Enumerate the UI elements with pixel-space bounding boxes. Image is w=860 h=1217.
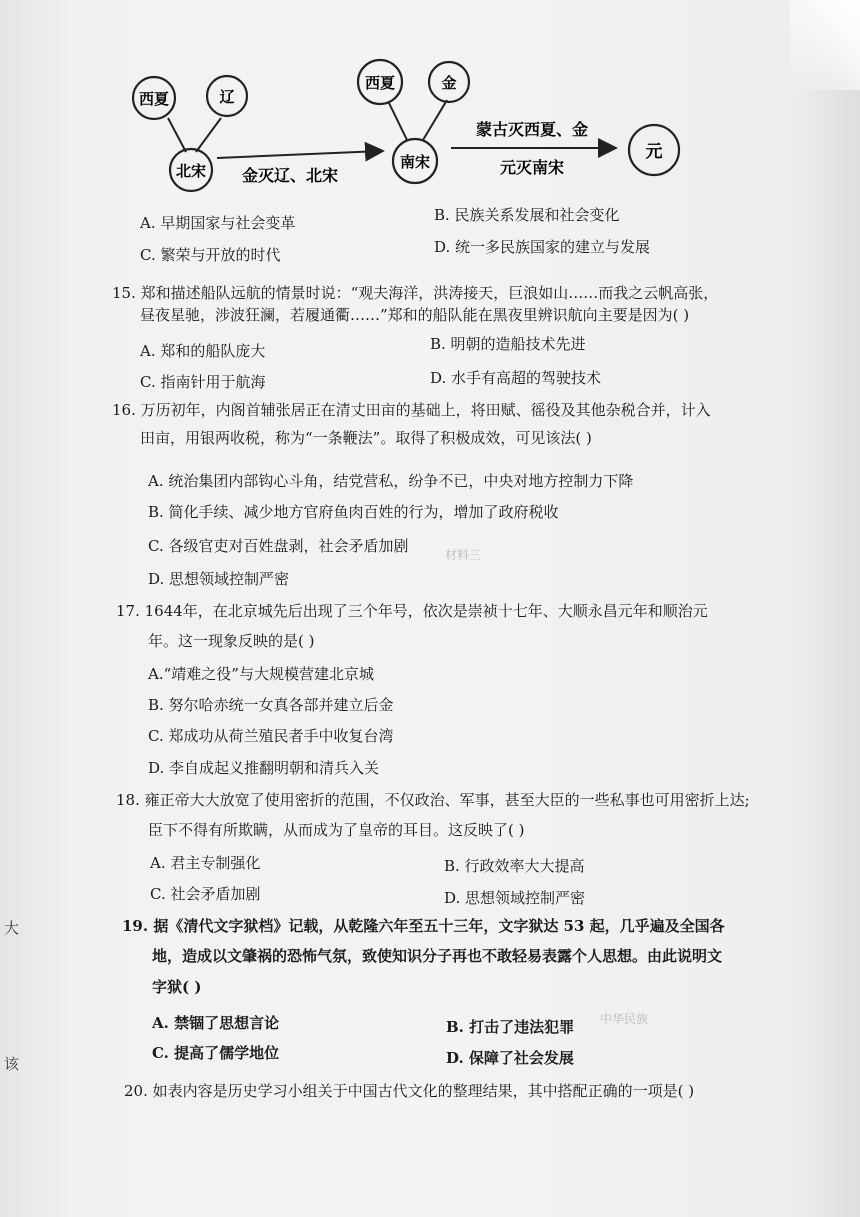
q19-stem-line2: 地，造成以文肇祸的恐怖气氛，致使知识分子再也不敢轻易表露个人思想。由此说明文 [152, 947, 723, 965]
q15-option-d: D. 水手有高超的驾驶技术 [430, 369, 602, 387]
q16-option-b: B. 简化手续、减少地方官府鱼肉百姓的行为，增加了政府税收 [148, 503, 559, 521]
q14-option-b: B. 民族关系发展和社会变化 [434, 206, 620, 224]
arrow-1 [217, 151, 381, 158]
node-label: 西夏 [138, 90, 170, 108]
node-label: 南宋 [399, 153, 431, 171]
q17-option-d: D. 李自成起义推翻明朝和清兵入关 [148, 759, 380, 777]
q18-option-d: D. 思想领域控制严密 [444, 889, 586, 907]
q16-stem-line2: 田亩，用银两收税，称为“一条鞭法”。取得了积极成效，可见该法( ) [140, 429, 592, 447]
q17-stem-line2: 年。这一现象反映的是( ) [148, 632, 315, 650]
q17-stem-line1: 17. 1644年，在北京城先后出现了三个年号，依次是崇祯十七年、大顺永昌元年和顺治元 [116, 602, 708, 620]
q15-stem-line1: 15. 郑和描述船队远航的情景时说：“观夫海洋，洪涛接天，巨浪如山……而我之云帆高张， [112, 284, 719, 302]
arrow-2-label-bottom: 元灭南宋 [499, 158, 565, 177]
q16-option-d: D. 思想领域控制严密 [148, 570, 290, 588]
connector-line [389, 103, 407, 140]
q19-stem-line1: 19. 据《清代文字狱档》记载，从乾隆六年至五十三年，文字狱达 53 起，几乎遍及全国各 [122, 917, 725, 935]
q17-option-b: B. 努尔哈赤统一女真各部并建立后金 [148, 696, 394, 714]
q14-option-c: C. 繁荣与开放的时代 [140, 246, 281, 264]
q15-stem-line2: 昼夜星驰，涉波狂澜，若履通衢……”郑和的船队能在黑夜里辨识航向主要是因为( ) [140, 306, 690, 324]
arrow-1-label: 金灭辽、北宋 [241, 166, 339, 185]
connector-line [423, 100, 447, 140]
node-label: 元 [645, 142, 663, 162]
arrow-2-label-top: 蒙古灭西夏、金 [475, 120, 589, 139]
bleed-through-text: 中华民族 [600, 1012, 649, 1026]
q19-option-d: D. 保障了社会发展 [446, 1049, 574, 1067]
q18-option-b: B. 行政效率大大提高 [444, 857, 585, 875]
q16-option-c: C. 各级官吏对百姓盘剥，社会矛盾加剧 [148, 537, 409, 555]
q19-option-a: A. 禁锢了思想言论 [152, 1014, 280, 1032]
margin-char: 该 [4, 1055, 20, 1073]
q17-option-c: C. 郑成功从荷兰殖民者手中收复台湾 [148, 727, 394, 745]
q16-option-a: A. 统治集团内部钩心斗角，结党营私，纷争不已，中央对地方控制力下降 [148, 472, 634, 490]
q14-option-a: A. 早期国家与社会变革 [140, 214, 296, 232]
q19-stem-line3: 字狱( ) [152, 978, 202, 996]
q18-option-c: C. 社会矛盾加剧 [150, 885, 261, 903]
q19-option-b: B. 打击了违法犯罪 [446, 1018, 575, 1036]
q16-stem-line1: 16. 万历初年，内阁首辅张居正在清丈田亩的基础上，将田赋、徭役及其他杂税合并，计入 [112, 401, 711, 419]
q15-option-c: C. 指南针用于航海 [140, 373, 266, 391]
dynasty-diagram [0, 0, 860, 215]
q18-stem-line2: 臣下不得有所欺瞒，从而成为了皇帝的耳目。这反映了( ) [148, 821, 525, 839]
margin-char: 大 [4, 919, 20, 937]
node-label: 北宋 [175, 162, 207, 180]
q17-option-a: A.“靖难之役”与大规模营建北京城 [148, 665, 374, 683]
bleed-through-text: 材料三 [445, 548, 482, 562]
node-label: 金 [441, 74, 457, 92]
q18-stem-line1: 18. 雍正帝大大放宽了使用密折的范围，不仅政治、军事，甚至大臣的一些私事也可用密折上达; [116, 791, 750, 809]
q14-option-d: D. 统一多民族国家的建立与发展 [434, 238, 651, 256]
connector-line [196, 118, 221, 152]
q19-option-c: C. 提高了儒学地位 [152, 1044, 280, 1062]
q20-stem-line1: 20. 如表内容是历史学习小组关于中国古代文化的整理结果，其中搭配正确的一项是( ) [124, 1082, 695, 1100]
q18-option-a: A. 君主专制强化 [150, 854, 261, 872]
node-label: 辽 [219, 88, 235, 106]
q15-option-a: A. 郑和的船队庞大 [140, 342, 266, 360]
connector-line [168, 118, 186, 152]
node-label: 西夏 [364, 74, 396, 92]
q15-option-b: B. 明朝的造船技术先进 [430, 335, 586, 353]
